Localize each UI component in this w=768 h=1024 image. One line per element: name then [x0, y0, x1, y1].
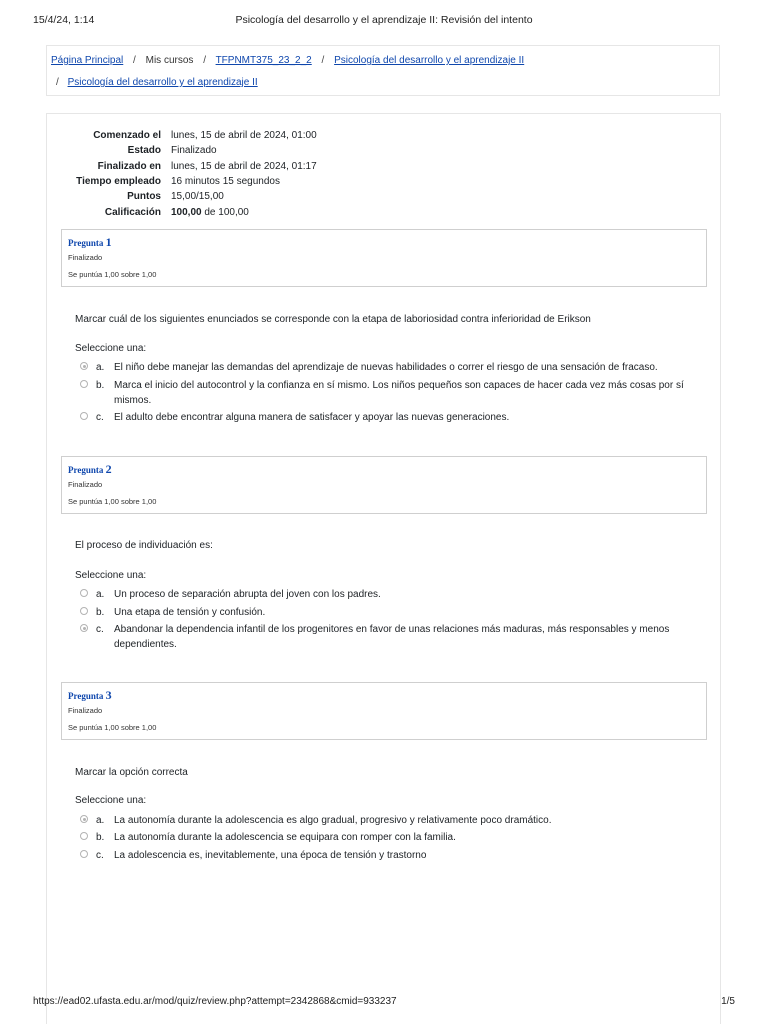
- summary-row: [65, 128, 317, 143]
- radio-unselected[interactable]: [80, 607, 88, 615]
- question-prefix: Pregunta: [68, 465, 106, 475]
- select-one-prompt: Seleccione una:: [75, 343, 147, 354]
- breadcrumb-course-code-link[interactable]: TFPNMT375_23_2_2: [215, 55, 312, 66]
- attempt-summary-table: [65, 128, 317, 220]
- answer-letter: a.: [96, 589, 105, 600]
- question-text: Marcar cuál de los siguientes enunciados se corresponde con la etapa de laboriosidad contra inferioridad de Erikson: [75, 314, 591, 325]
- summary-label: Estado: [127, 145, 161, 157]
- breadcrumb-home-link[interactable]: Página Principal: [51, 55, 124, 66]
- question-number: [68, 235, 112, 250]
- breadcrumb-my-courses: Mis cursos: [145, 55, 194, 66]
- radio-selected[interactable]: [80, 624, 88, 632]
- question-grade: Se puntúa 1,00 sobre 1,00: [68, 270, 157, 279]
- question-text: Marcar la opción correcta: [75, 767, 188, 778]
- answer-text: Una etapa de tensión y confusión.: [114, 607, 266, 618]
- question-state: Finalizado: [68, 253, 103, 262]
- question-prefix: Pregunta: [68, 238, 106, 248]
- answer-text: Marca el inicio del autocontrol y la confianza en sí mismo. Los niños pequeños son capaces de hacer cada vez más cosas por sí mismos.: [114, 380, 684, 406]
- question-number-value: 3: [105, 688, 112, 702]
- radio-selected[interactable]: [80, 815, 88, 823]
- radio-unselected[interactable]: [80, 589, 88, 597]
- breadcrumb-separator: /: [56, 77, 59, 88]
- radio-unselected[interactable]: [80, 412, 88, 420]
- answer-text: Abandonar la dependencia infantil de los progenitores en favor de unas relaciones más maduras, más responsables y menos dependientes.: [114, 624, 670, 650]
- answer-letter: b.: [96, 607, 105, 618]
- question-state: Finalizado: [68, 706, 103, 715]
- answer-letter: c.: [96, 850, 104, 861]
- breadcrumb-quiz-link[interactable]: Psicología del desarrollo y el aprendizaje II: [67, 77, 258, 88]
- answer-text: El niño debe manejar las demandas del aprendizaje de nuevas habilidades o correr el riesgo de una sensación de fracaso.: [114, 362, 658, 373]
- answer-text: Un proceso de separación abrupta del joven con los padres.: [114, 589, 381, 600]
- summary-label: Finalizado en: [97, 160, 161, 172]
- answer-letter: c.: [96, 624, 104, 635]
- radio-unselected[interactable]: [80, 380, 88, 388]
- question-info-box: [61, 229, 707, 287]
- print-datetime: 15/4/24, 1:14: [33, 14, 95, 26]
- question-prefix: Pregunta: [68, 691, 106, 701]
- summary-row: [65, 143, 317, 158]
- answer-letter: a.: [96, 815, 105, 826]
- select-one-prompt: Seleccione una:: [75, 570, 147, 581]
- summary-value: 15,00/15,00: [171, 191, 224, 203]
- answer-text: El adulto debe encontrar alguna manera de satisfacer y apoyar las nuevas generaciones.: [114, 412, 510, 423]
- radio-unselected[interactable]: [80, 832, 88, 840]
- print-page-number: 1/5: [721, 996, 735, 1007]
- breadcrumb: [46, 45, 720, 96]
- question-state: Finalizado: [68, 480, 103, 489]
- summary-label: Comenzado el: [93, 130, 161, 142]
- question-grade: Se puntúa 1,00 sobre 1,00: [68, 723, 157, 732]
- summary-row: [65, 189, 317, 204]
- answer-text: La adolescencia es, inevitablemente, una época de tensión y trastorno: [114, 850, 427, 861]
- question-info-box: [61, 456, 707, 514]
- breadcrumb-separator: /: [203, 55, 206, 66]
- answer-letter: a.: [96, 362, 105, 373]
- question-text: El proceso de individuación es:: [75, 540, 213, 551]
- question-number: [68, 462, 112, 477]
- summary-row: [65, 204, 317, 219]
- summary-value: Finalizado: [171, 145, 217, 157]
- breadcrumb-course-link[interactable]: Psicología del desarrollo y el aprendizaje II: [334, 55, 525, 66]
- answer-text: La autonomía durante la adolescencia es algo gradual, progresivo y relativamente poco dramático.: [114, 815, 552, 826]
- summary-row: [65, 159, 317, 174]
- grade-value: 100,00: [171, 206, 202, 218]
- summary-label: Tiempo empleado: [76, 176, 161, 188]
- select-one-prompt: Seleccione una:: [75, 795, 147, 806]
- breadcrumb-separator: /: [133, 55, 136, 66]
- question-info-box: [61, 682, 707, 740]
- radio-selected[interactable]: [80, 362, 88, 370]
- summary-value: lunes, 15 de abril de 2024, 01:17: [171, 160, 317, 172]
- summary-label: Puntos: [127, 191, 161, 203]
- summary-value: [171, 204, 317, 219]
- question-grade: Se puntúa 1,00 sobre 1,00: [68, 497, 157, 506]
- summary-label: Calificación: [104, 206, 161, 218]
- question-number: [68, 688, 112, 703]
- answer-letter: b.: [96, 832, 105, 843]
- answer-text: La autonomía durante la adolescencia se equipara con romper con la familia.: [114, 832, 456, 843]
- grade-max: de 100,00: [201, 206, 249, 218]
- print-url: https://ead02.ufasta.edu.ar/mod/quiz/review.php?attempt=2342868&cmid=933237: [33, 996, 397, 1007]
- breadcrumb-separator: /: [321, 55, 325, 66]
- summary-value: lunes, 15 de abril de 2024, 01:00: [171, 130, 317, 142]
- answer-letter: c.: [96, 412, 104, 423]
- radio-unselected[interactable]: [80, 850, 88, 858]
- question-number-value: 2: [105, 462, 112, 476]
- summary-row: [65, 174, 317, 189]
- print-footer: [0, 996, 768, 1010]
- answer-letter: b.: [96, 380, 105, 391]
- question-number-value: 1: [105, 235, 112, 249]
- print-header: [0, 14, 768, 30]
- summary-value: 16 minutos 15 segundos: [171, 176, 280, 188]
- print-page-title: Psicología del desarrollo y el aprendizaje II: Revisión del intento: [235, 14, 533, 26]
